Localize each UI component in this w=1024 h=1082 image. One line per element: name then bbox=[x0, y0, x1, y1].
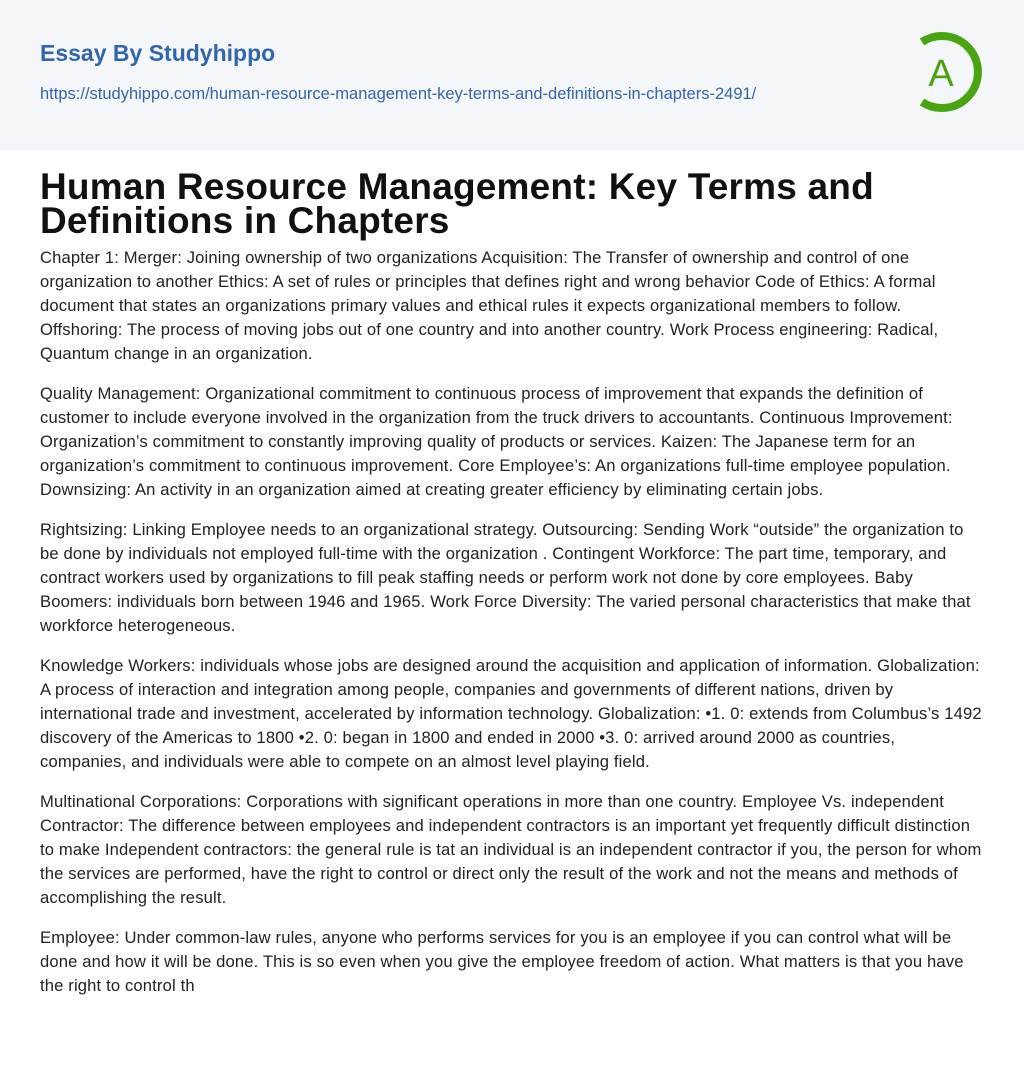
brand-title: Essay By Studyhippo bbox=[40, 40, 276, 66]
article-paragraph: Employee: Under common-law rules, anyone who performs services for you is an employee if you can control what will be done and how it will be done. This is so even when you give the employee freedom of action. What matters is that you have the right to control th bbox=[40, 928, 964, 995]
article bbox=[0, 166, 1024, 998]
source-url-link[interactable]: https://studyhippo.com/human-resource-management-key-terms-and-definitions-in-chapters-2491/ bbox=[40, 85, 757, 103]
studyhippo-logo-icon bbox=[902, 30, 986, 114]
article-paragraph: Knowledge Workers: individuals whose jobs are designed around the acquisition and application of information. Globalization: A process of interaction and integration among people, companies and governments of different nations, driven by international trade and investment, accelerated by information technology. Globalization: •1. 0: extends from Columbus’s 1492 discovery of the Americas to 1800 •2. 0: began in 1800 and ended in 2000 •3. 0: arrived around 2000 as countries, companies, and individuals were able to compete on an almost level playing field. bbox=[40, 656, 982, 771]
article-paragraph: Chapter 1: Merger: Joining ownership of two organizations Acquisition: The Transfer of ownership and control of one organization to another Ethics: A set of rules or principles that defines right and wrong behavior Code of Ethics: A formal document that states an organizations primary values and ethical rules it expects organizational members to follow. Offshoring: The process of moving jobs out of one country and into another country. Work Process engineering: Radical, Quantum change in an organization. bbox=[40, 248, 939, 363]
article-paragraph: Multinational Corporations: Corporations with significant operations in more than one country. Employee Vs. independent Contractor: The difference between employees and independent contractors is an important yet frequently difficult distinction to make Independent contractors: the general rule is tat an individual is an independent contractor if you, the person for whom the services are performed, have the right to control or direct only the result of the work and not the means and methods of accomplishing the result. bbox=[40, 792, 982, 907]
svg-text:A: A bbox=[928, 53, 954, 95]
header bbox=[0, 0, 1024, 150]
article-paragraph: Rightsizing: Linking Employee needs to an organizational strategy. Outsourcing: Sending Work “outside” the organization to be done by individuals not employed full-time with the organization . Contingent Workforce: The part time, temporary, and contract workers used by organizations to fill peak staffing needs or perform work not done by core employees. Baby Boomers: individuals born between 1946 and 1965. Work Force Diversity: The varied personal characteristics that make that workforce heterogeneous. bbox=[40, 520, 971, 635]
article-title: Human Resource Management: Key Terms and Definitions in Chapters bbox=[40, 166, 874, 241]
article-paragraph: Quality Management: Organizational commitment to continuous process of improvement that expands the definition of customer to include everyone involved in the organization from the truck drivers to accountants. Continuous Improvement: Organization’s commitment to constantly improving quality of products or services. Kaizen: The Japanese term for an organization’s commitment to continuous improvement. Core Employee’s: An organizations full-time employee population. Downsizing: An activity in an organization aimed at creating greater efficiency by eliminating certain jobs. bbox=[40, 384, 953, 499]
